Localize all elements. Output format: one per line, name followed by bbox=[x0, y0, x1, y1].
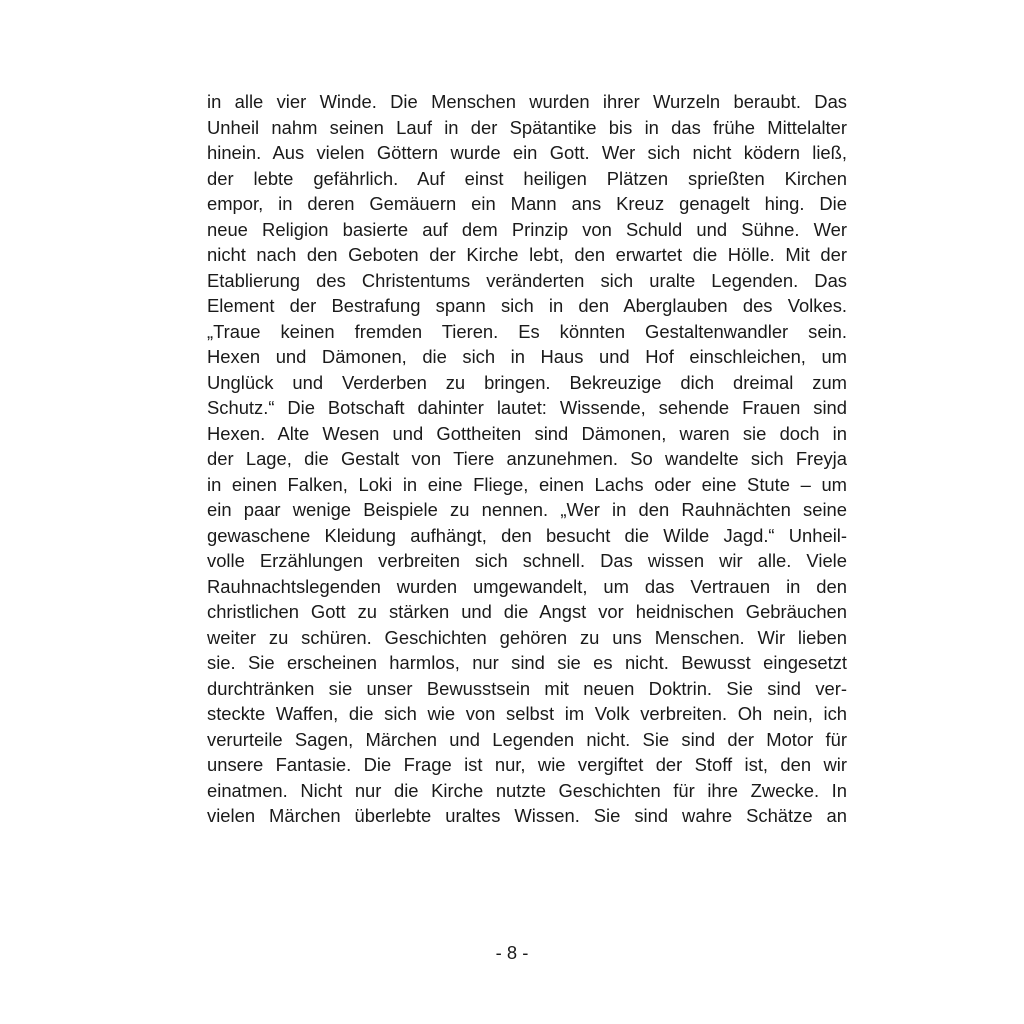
text-line: christlichen Gott zu stärken und die Angst vor heidnischen Gebräuchen bbox=[207, 601, 847, 622]
text-line: durchtränken sie unser Bewusstsein mit neuen Doktrin. Sie sind ver- bbox=[207, 677, 847, 699]
text-line: empor, in deren Gemäuern ein Mann ans Kreuz genagelt hing. Die bbox=[207, 193, 847, 214]
text-line: vielen Märchen überlebte uraltes Wissen. Sie sind wahre Schätze an bbox=[207, 805, 847, 826]
text-line: Hexen und Dämonen, die sich in Haus und Hof einschleichen, um bbox=[207, 346, 847, 367]
text-line: Element der Bestrafung spann sich in den Aberglauben des Volkes. bbox=[207, 295, 847, 316]
text-line: volle Erzählungen verbreiten sich schnell. Das wissen wir alle. Viele bbox=[207, 550, 847, 571]
text-line: Rauhnachtslegenden wurden umgewandelt, um das Vertrauen in den bbox=[207, 575, 847, 597]
text-line: „Traue keinen fremden Tieren. Es könnten Gestaltenwandler sein. bbox=[207, 320, 847, 342]
text-line: sie. Sie erscheinen harmlos, nur sind sie es nicht. Bewusst eingesetzt bbox=[207, 652, 847, 673]
text-line: einatmen. Nicht nur die Kirche nutzte Geschichten für ihre Zwecke. In bbox=[207, 779, 847, 801]
text-line: in alle vier Winde. Die Menschen wurden ihrer Wurzeln beraubt. Das bbox=[207, 91, 847, 112]
text-line: gewaschene Kleidung aufhängt, den besucht die Wilde Jagd.“ Unheil- bbox=[207, 524, 847, 546]
text-line: Schutz.“ Die Botschaft dahinter lautet: Wissende, sehende Frauen sind bbox=[207, 397, 847, 418]
text-line: Etablierung des Christentums veränderten sich uralte Legenden. Das bbox=[207, 269, 847, 291]
text-line: steckte Waffen, die sich wie von selbst im Volk verbreiten. Oh nein, ich bbox=[207, 703, 847, 724]
text-line: nicht nach den Geboten der Kirche lebt, den erwartet die Hölle. Mit der bbox=[207, 244, 847, 265]
body-text bbox=[207, 89, 847, 829]
text-line: Unheil nahm seinen Lauf in der Spätantike bis in das frühe Mittelalter bbox=[207, 116, 847, 138]
text-line: hinein. Aus vielen Göttern wurde ein Gott. Wer sich nicht ködern ließ, bbox=[207, 142, 847, 163]
text-line: der Lage, die Gestalt von Tiere anzunehmen. So wandelte sich Freyja bbox=[207, 448, 847, 469]
text-line: weiter zu schüren. Geschichten gehören zu uns Menschen. Wir lieben bbox=[207, 626, 847, 648]
text-line: der lebte gefährlich. Auf einst heiligen Plätzen sprießten Kirchen bbox=[207, 167, 847, 189]
text-line: Unglück und Verderben zu bringen. Bekreuzige dich dreimal zum bbox=[207, 371, 847, 393]
text-line: in einen Falken, Loki in eine Fliege, einen Lachs oder eine Stute – um bbox=[207, 473, 847, 495]
page-number: - 8 - bbox=[495, 942, 529, 963]
text-line: Hexen. Alte Wesen und Gottheiten sind Dämonen, waren sie doch in bbox=[207, 422, 847, 444]
text-line: neue Religion basierte auf dem Prinzip von Schuld und Sühne. Wer bbox=[207, 218, 847, 240]
text-line: verurteile Sagen, Märchen und Legenden nicht. Sie sind der Motor für bbox=[207, 728, 847, 750]
text-line: ein paar wenige Beispiele zu nennen. „Wer in den Rauhnächten seine bbox=[207, 499, 847, 520]
text-line: unsere Fantasie. Die Frage ist nur, wie vergiftet der Stoff ist, den wir bbox=[207, 754, 847, 775]
